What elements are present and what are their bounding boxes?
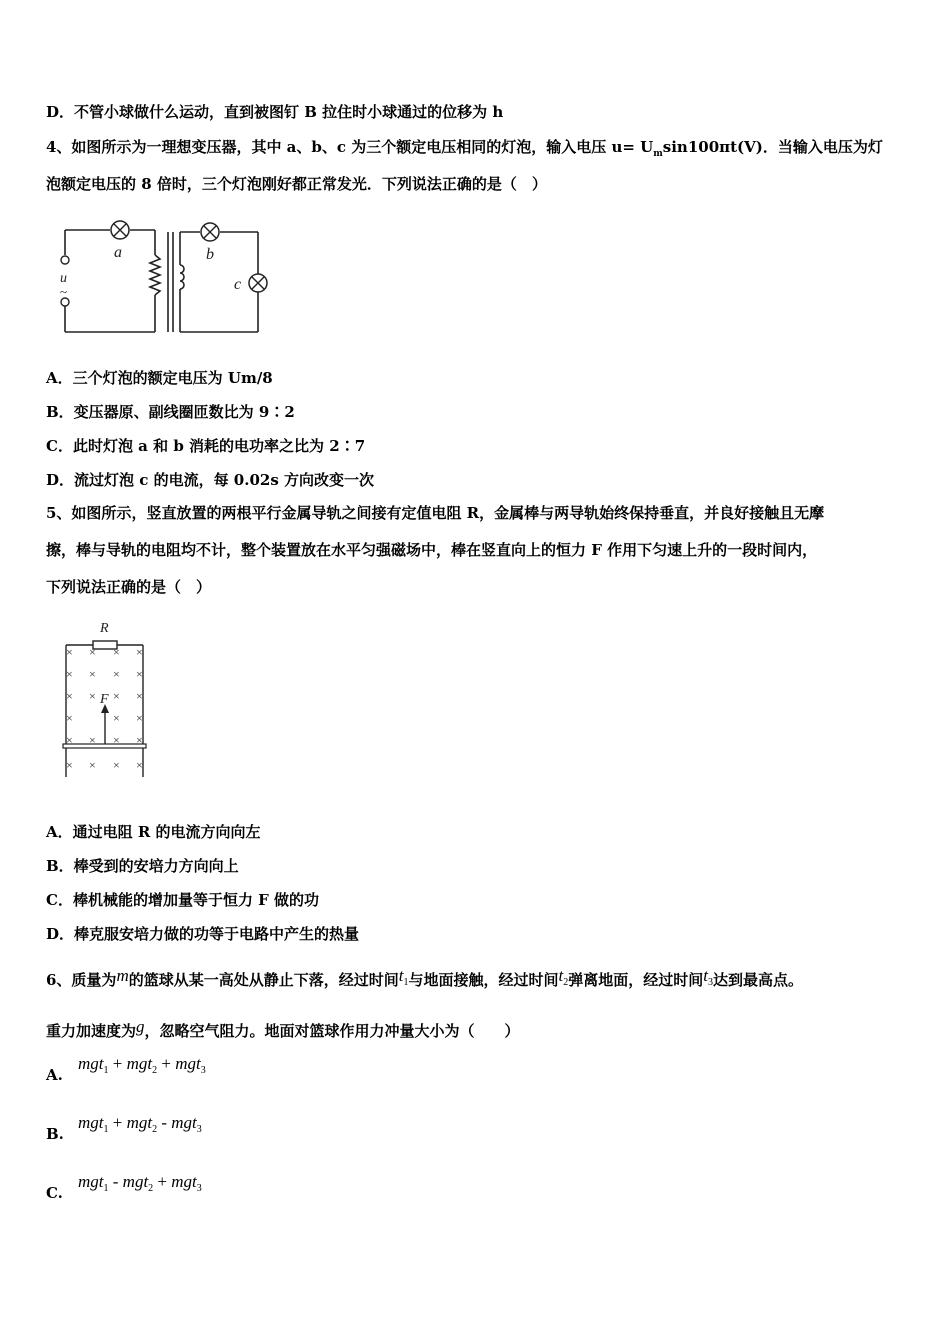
q5-stem-line2: 擦，棒与导轨的电阻均不计，整个装置放在水平匀强磁场中，棒在竖直向上的恒力 F 作用下匀速上升的一段时间内， [46,541,818,559]
field-mark: × [66,733,73,747]
field-mark: × [113,645,120,659]
q4-stem-line1 [46,137,883,164]
input-terminal-top [61,256,69,264]
field-mark: × [66,711,73,725]
field-mark: × [136,689,143,703]
field-mark: × [66,645,73,659]
field-mark: × [136,733,143,747]
q4-option-d: D．流过灯泡 c 的电流，每 0.02s 方向改变一次 [46,471,375,489]
var-t1: $t_1$ [398,966,409,988]
q6-stem-p4: 弹离地面，经过时间 [568,971,704,989]
q4-option-c: C．此时灯泡 a 和 b 消耗的电功率之比为 2∶7 [46,437,366,455]
label-r: R [100,621,109,636]
q6-option-c-label: C. [46,1184,63,1202]
q6-option-c-formula: mgt$_1$ - mgt$_2$ + mgt$_3$ [78,1172,202,1194]
q6-stem-l2-p1: 重力加速度为 [46,1022,137,1040]
field-mark: × [89,733,96,747]
q5-stem-line1: 5、如图所示，竖直放置的两根平行金属导轨之间接有定值电阻 R，金属棒与两导轨始终保持垂直，并良好接触且无摩 [46,504,825,522]
field-mark: × [113,689,120,703]
field-mark: × [66,689,73,703]
metal-bar [63,744,146,748]
label-ac: ~ [60,284,68,299]
field-mark: × [113,733,120,747]
q5-option-a: A．通过电阻 R 的电流方向向左 [46,823,261,841]
q4-option-a: A．三个灯泡的额定电压为 Um/8 [46,369,273,387]
q5-stem-line3: 下列说法正确的是（ ） [46,578,212,596]
q6-option-a-label: A. [46,1066,63,1084]
q6-option-b-label: B. [46,1125,64,1143]
q6-stem-p3: 与地面接触，经过时间 [408,971,559,989]
rail-magnetic-field-diagram [55,615,155,785]
q3-option-d: D．不管小球做什么运动，直到被图钉 B 拉住时小球通过的位移为 h [46,103,504,121]
q4-option-b: B．变压器原、副线圈匝数比为 9∶2 [46,403,295,421]
lamp-c-icon [249,274,267,292]
label-b: b [206,246,214,263]
q6-stem-line2 [46,1017,520,1041]
lamp-b-icon [201,223,219,241]
field-mark: × [136,758,143,772]
field-mark: × [89,758,96,772]
label-u: u [60,271,67,286]
field-mark: × [136,667,143,681]
field-mark: × [66,758,73,772]
q6-stem-p5: 达到最高点。 [712,971,803,989]
q5-option-c: C．棒机械能的增加量等于恒力 F 做的功 [46,891,320,909]
q5-option-b: B．棒受到的安培力方向向上 [46,857,239,875]
label-f: F [100,692,109,707]
q6-stem-line1 [46,966,803,993]
var-t3: $t_3$ [703,966,713,988]
q6-option-a-formula: mgt$_1$ + mgt$_2$ + mgt$_3$ [78,1054,206,1076]
lamp-a-icon [111,221,129,239]
var-g: g [136,1017,145,1036]
q6-option-b-formula: mgt$_1$ + mgt$_2$ - mgt$_3$ [78,1113,202,1135]
field-mark: × [136,711,143,725]
field-mark: × [113,758,120,772]
var-m: m [116,966,129,985]
q6-stem-p2: 的篮球从某一高处从静止下落，经过时间 [128,971,399,989]
field-mark: × [113,711,120,725]
q5-option-d: D．棒克服安培力做的功等于电路中产生的热量 [46,925,360,943]
q4-stem-sub: m [653,149,663,159]
field-mark: × [66,667,73,681]
q6-stem-l2-p2: ，忽略空气阻力。地面对篮球作用力冲量大小为（ ） [144,1022,520,1040]
field-mark: × [89,645,96,659]
field-mark: × [89,689,96,703]
field-mark: × [89,667,96,681]
label-a: a [114,244,122,261]
transformer-circuit-diagram [50,210,280,345]
field-mark: × [136,645,143,659]
input-terminal-bottom [61,298,69,306]
field-mark: × [113,667,120,681]
label-c: c [234,276,242,293]
var-t2: $t_2$ [558,966,569,988]
q6-stem-p1: 6、质量为 [46,971,117,989]
q4-stem-line2: 泡额定电压的 8 倍时，三个灯泡刚好都正常发光．下列说法正确的是（ ） [46,175,547,193]
q4-stem-text-a: 4、如图所示为一理想变压器，其中 a、b、c 为三个额定电压相同的灯泡，输入电压 u= U [46,138,654,156]
q4-stem-text-b: sin100πt(V)．当输入电压为灯 [662,138,883,156]
